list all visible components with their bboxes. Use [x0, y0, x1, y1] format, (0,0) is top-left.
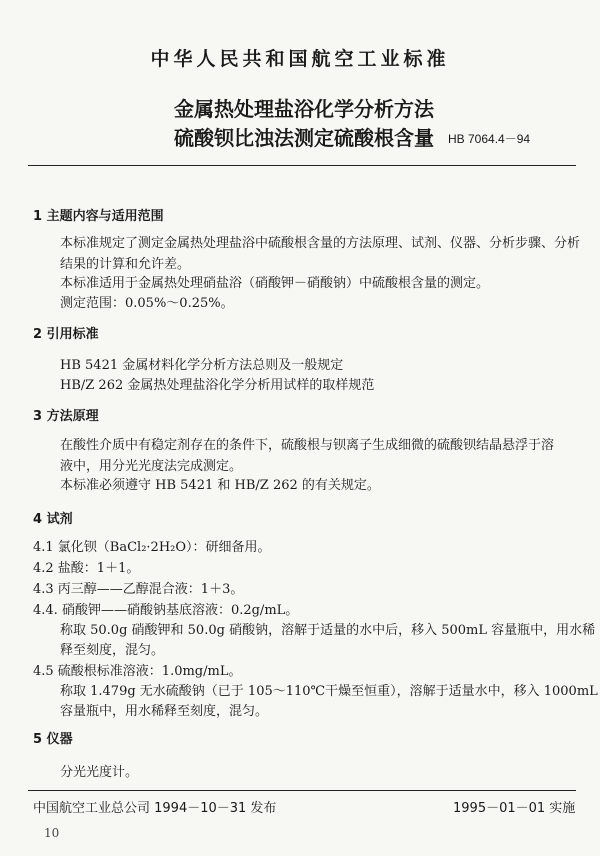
section-1-heading: 1 主题内容与适用范围 [33, 209, 164, 224]
effective-date: 1995－01－01 实施 [453, 801, 576, 816]
section-1-paragraph-3: 测定范围：0.05%～0.25%。 [60, 296, 234, 311]
page-number: 10 [44, 826, 60, 840]
org-title: 中华人民共和国航空工业标准 [150, 48, 450, 70]
doc-title-line1: 金属热处理盐浴化学分析方法 [174, 97, 434, 121]
footer-rule [28, 790, 576, 791]
section-3-paragraph-1b: 液中，用分光光度法完成测定。 [60, 459, 243, 474]
reagent-4-5-text-b: 容量瓶中，用水稀释至刻度，混匀。 [60, 704, 269, 719]
reference-hbz262: HB/Z 262 金属热处理盐浴化学分析用试样的取样规范 [60, 378, 375, 393]
section-3-paragraph-2: 本标准必须遵守 HB 5421 和 HB/Z 262 的有关规定。 [60, 478, 380, 493]
section-3-paragraph-1a: 在酸性介质中有稳定剂存在的条件下，硫酸根与钡离子生成细微的硫酸钡结晶悬浮于溶 [60, 438, 555, 453]
issuer-date: 中国航空工业总公司 1994－10－31 发布 [33, 801, 277, 816]
section-5-heading: 5 仪器 [33, 732, 73, 747]
reagent-4-1: 4.1 氯化钡（BaCl₂·2H₂O）：研细备用。 [33, 540, 271, 555]
reagent-4-2: 4.2 盐酸：1＋1。 [33, 561, 140, 576]
section-1-paragraph-1b: 结果的计算和允许差。 [60, 257, 191, 272]
reagent-4-4-text-a: 称取 50.0g 硝酸钾和 50.0g 硝酸钠，溶解于适量的水中后，移入 500mL 容量瓶中，用水稀 [60, 623, 596, 638]
section-4-heading: 4 试剂 [33, 512, 73, 527]
section-2-heading: 2 引用标准 [33, 327, 99, 342]
reagent-4-5-text-a: 称取 1.479g 无水硫酸钠（已于 105～110℃干燥至恒重），溶解于适量水中，移入 1000mL [60, 684, 598, 699]
section-5-paragraph: 分光光度计。 [60, 765, 139, 780]
reference-hb5421: HB 5421 金属材料化学分析方法总则及一般规定 [60, 358, 344, 373]
reagent-4-3: 4.3 丙三醇——乙醇混合液：1＋3。 [33, 582, 244, 597]
section-3-heading: 3 方法原理 [33, 409, 99, 424]
reagent-4-4: 4.4. 硝酸钾——硝酸钠基底溶液：0.2g/mL。 [33, 603, 299, 618]
header-rule [28, 165, 576, 166]
reagent-4-4-text-b: 释至刻度，混匀。 [60, 643, 165, 658]
reagent-4-5: 4.5 硫酸根标准溶液：1.0mg/mL。 [33, 664, 242, 679]
section-1-paragraph-1a: 本标准规定了测定金属热处理盐浴中硫酸根含量的方法原理、试剂、仪器、分析步骤、分析 [60, 236, 581, 251]
standard-code: HB 7064.4－94 [448, 132, 531, 146]
section-1-paragraph-2: 本标准适用于金属热处理硝盐浴（硝酸钾－硝酸钠）中硫酸根含量的测定。 [60, 276, 490, 291]
doc-title-line2: 硫酸钡比浊法测定硫酸根含量 [174, 126, 434, 150]
